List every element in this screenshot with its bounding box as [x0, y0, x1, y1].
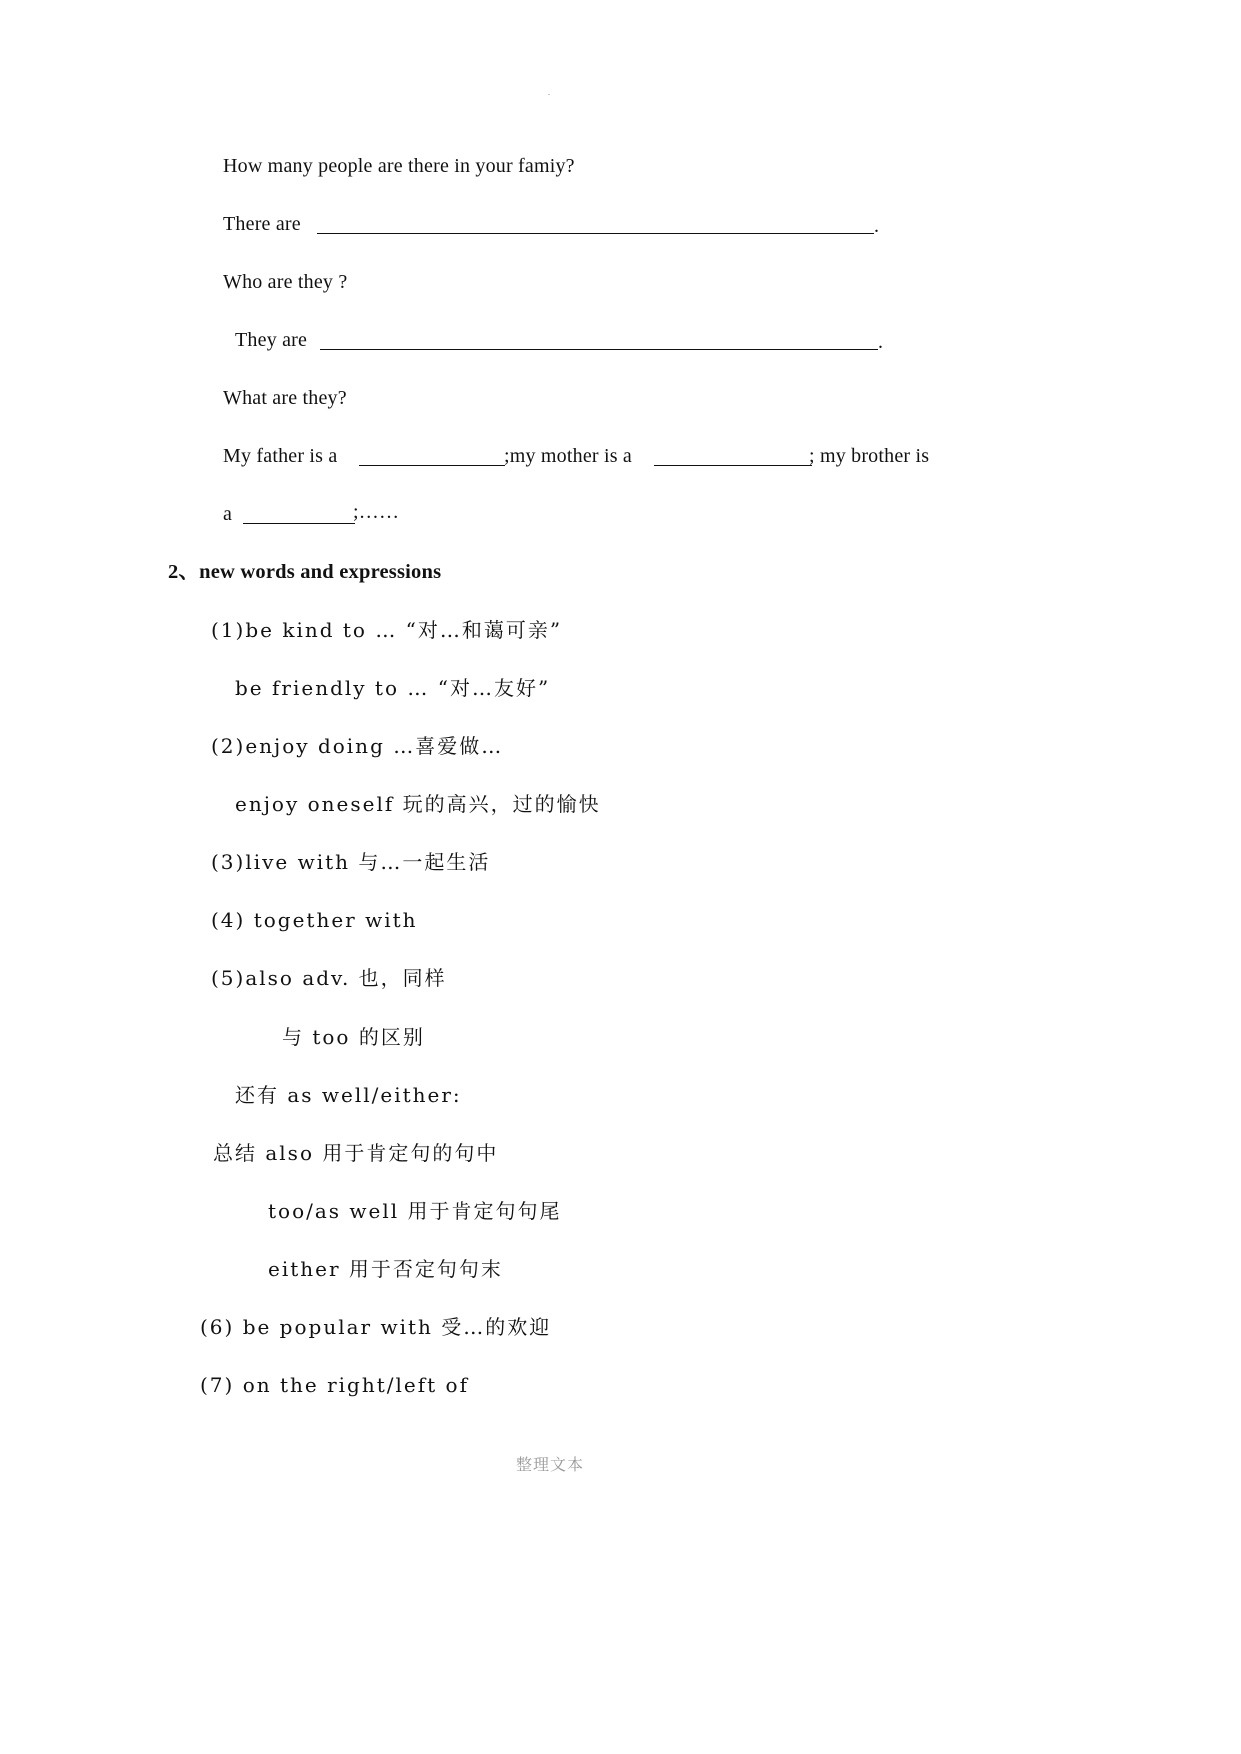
item-as-well-either: 还有 as well/either: — [235, 1083, 462, 1107]
item-together-with: (4) together with — [211, 908, 418, 932]
question-what: What are they? — [223, 387, 347, 409]
question-family-size: How many people are there in your famiy? — [223, 155, 575, 177]
item-be-popular-with: (6) be popular with 受…的欢迎 — [200, 1315, 552, 1339]
item-also-adv: (5)also adv. 也，同样 — [211, 966, 447, 990]
item-enjoy-doing: (2)enjoy doing …喜爱做… — [211, 734, 504, 758]
summary-also: 总结 also 用于肯定句的句中 — [213, 1141, 499, 1165]
item-be-friendly-to: be friendly to … “对…友好” — [235, 676, 551, 700]
summary-too-as-well: too/as well 用于肯定句句尾 — [268, 1199, 562, 1223]
answer-mother-label: ;my mother is a — [504, 445, 632, 467]
item-be-kind-to: (1)be kind to … “对…和蔼可亲” — [211, 618, 563, 642]
item-on-the-right-left-of: (7) on the right/left of — [200, 1373, 469, 1397]
blank-line-mother — [654, 465, 812, 466]
answer-line2-prefix: a — [223, 503, 233, 525]
blank-line-brother — [243, 523, 355, 524]
answer-brother-label: ; my brother is — [809, 445, 930, 467]
answer-line2-end: ;…… — [353, 501, 400, 523]
blank-line-they-are — [320, 349, 878, 350]
footer-text: 整理文本 — [515, 1455, 584, 1474]
period-mark: . — [874, 215, 879, 237]
item-enjoy-oneself: enjoy oneself 玩的高兴，过的愉快 — [235, 792, 601, 816]
header-mark: . — [548, 88, 550, 97]
answer-there-are-label: There are — [223, 213, 301, 235]
blank-line-father — [359, 465, 505, 466]
summary-either: either 用于否定句句末 — [268, 1257, 503, 1281]
blank-line-there-are — [317, 233, 874, 234]
answer-they-are-label: They are — [235, 329, 308, 351]
answer-father-label: My father is a — [223, 445, 338, 467]
item-live-with: (3)live with 与…一起生活 — [211, 850, 491, 874]
question-who: Who are they ? — [223, 271, 348, 293]
section-title: 2、new words and expressions — [168, 561, 442, 583]
period-mark: . — [878, 331, 883, 353]
item-too-difference: 与 too 的区别 — [282, 1025, 425, 1049]
